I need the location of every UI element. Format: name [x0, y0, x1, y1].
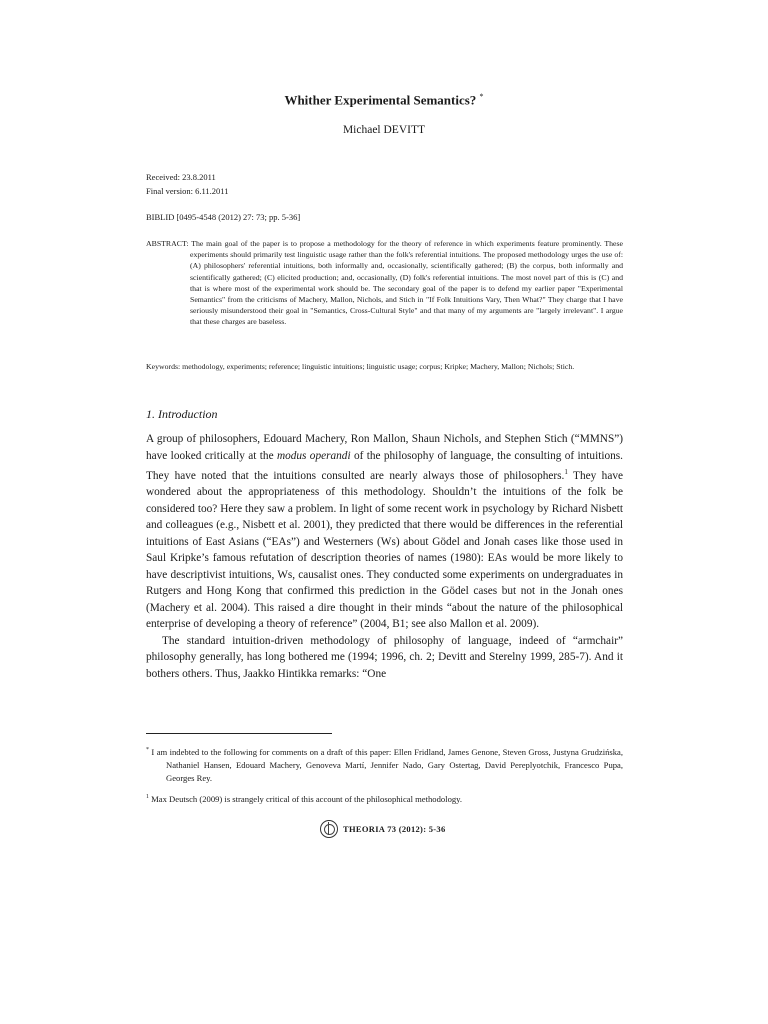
biblid: BIBLID [0495-4548 (2012) 27: 73; pp. 5-36]	[146, 212, 301, 222]
received-date: Received: 23.8.2011	[146, 172, 216, 182]
footnote-star-mark: *	[146, 747, 149, 753]
paragraph-1-part-2: of the philosophy of language, the consulting of intuitions. They have noted that the intuitions consulted are nearly always those of philosophers.	[146, 449, 624, 482]
journal-footer	[320, 820, 446, 838]
footnote-1-text: Max Deutsch (2009) is strangely critical of this account of the philosophical methodology.	[151, 793, 463, 804]
paragraph-1-part-3: They have wondered about the appropriateness of this methodology. Shouldn’t the intuitions of the folk be considered too? Here they saw a problem. In light of some recent work in psychology by Richard Nisbett and colleagues (e.g., Nisbett et al. 2001), they predicted that there would be differences in the referential intuitions of East Asians (“EAs”) and Westerners (Ws) about Gödel and Jonah cases like those used in Saul Kripke’s famous refutation of description theories of names (1980): EAs would be more likely to have descriptivist intuitions, Ws, causalist ones. They conducted some experiments on undergraduates in Rutgers and Hong Kong that confirmed this prediction in the Gödel cases but not in the Jonah ones (Machery et al. 2004). This raised a dire thought in their minds “about the nature of the philosophical enterprise of developing a theory of reference” (2004, B1; see also Mallon et al. 2009).	[146, 469, 623, 631]
paper-title	[0, 92, 768, 108]
keywords: Keywords: methodology, experiments; reference; linguistic intuitions; linguistic usage; corpus; Kripke; Machery, Mallon; Nichols; Stich.	[146, 362, 575, 371]
theoria-logo-icon	[320, 820, 338, 838]
section-heading-introduction: 1. Introduction	[146, 407, 218, 421]
title-text: Whither Experimental Semantics?	[284, 92, 477, 108]
journal-citation: THEORIA 73 (2012): 5-36	[343, 824, 446, 834]
body-text	[146, 431, 623, 682]
footnote-star-text: I am indebted to the following for comments on a draft of this paper: Ellen Fridland, James Genone, Steven Gross, Justyna Grudzińska, Nathaniel Hansen, Edouard Machery, Genoveva Martí, Jennifer Nado, Gary Ostertag, David Pereplyotchik, Francesco Pupa, Georges Rey.	[151, 746, 623, 784]
footnote-ref-1[interactable]: 1	[564, 468, 568, 476]
paragraph-1-italic: modus operandi	[276, 449, 351, 462]
footnote-star	[146, 744, 623, 785]
paragraph-2: The standard intuition-driven methodology of philosophy of language, indeed of “armchair” philosophy generally, has long bothered me (1994; 1996, ch. 2; Devitt and Sterelny 1999, 285-7). And it bothers others. Thus, Jaakko Hintikka remarks: “One	[146, 634, 623, 680]
paragraph-1-part-1: A group of philosophers, Edouard Machery, Ron Mallon, Shaun Nichols, and Stephen Stich (“MMNS”) have looked critically at the	[146, 433, 623, 462]
title-footnote-mark: *	[479, 92, 484, 101]
author-name: Michael DEVITT	[342, 124, 426, 136]
paragraph-1	[146, 431, 623, 633]
footnote-1-mark: 1	[146, 794, 149, 800]
final-version-date: Final version: 6.11.2011	[146, 186, 229, 196]
footnote-1	[146, 791, 623, 806]
footnote-divider	[146, 733, 332, 734]
abstract: ABSTRACT: The main goal of the paper is to propose a methodology for the theory of reference in which experiments feature prominently. These experiments should primarily test linguistic usage rather than the folk's referential intuitions. The proposed methodology urges the use of: (A) philosophers' referential intuitions, both informally and, occasionally, scientifically gathered; (B) the corpus, both informally and scientifically gathered; (C) elicited production; and, occasionally, (D) folk's referential intuitions. The most novel part of this is (C) and that is where most of the experimental work should be. The secondary goal of the paper is to defend my earlier paper "Experimental Semantics" from the criticisms of Machery, Mallon, Nichols, and Stich in "If Folk Intuitions Vary, Then What?" They charge that I have seriously misunderstood their goal in "Semantics, Cross-Cultural Style" and that many of my arguments are "largely irrelevant". I argue that these charges are baseless.	[146, 239, 623, 327]
